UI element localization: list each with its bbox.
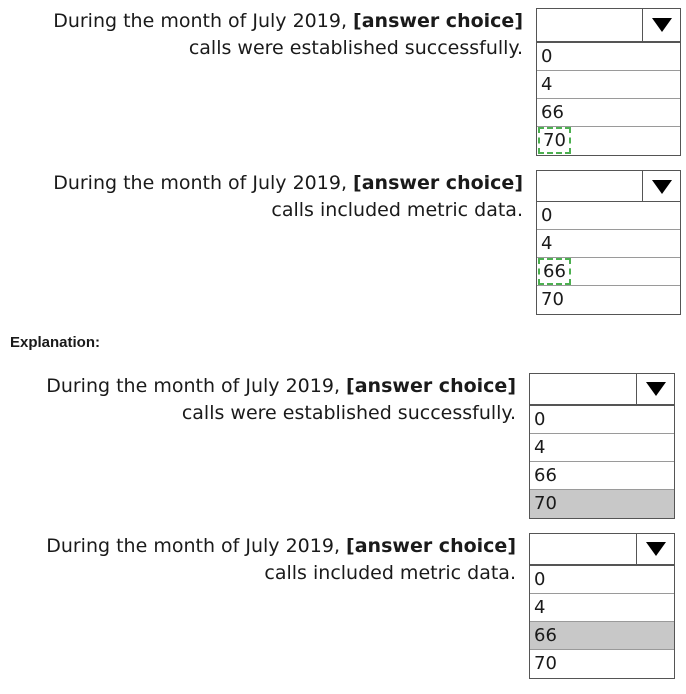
- explanation-dropdown-2[interactable]: [529, 533, 675, 565]
- answer-choice-label: [answer choice]: [353, 172, 523, 194]
- explanation-options-list-1: [529, 405, 675, 519]
- question-prefix: During the month of July 2019,: [53, 172, 347, 194]
- question-suffix: calls included metric data.: [271, 199, 523, 221]
- triangle-down-icon: [646, 542, 666, 556]
- question-prefix: During the month of July 2019,: [53, 10, 347, 32]
- dropdown-selection: [530, 374, 636, 404]
- option-item[interactable]: 70: [534, 653, 557, 674]
- option-item[interactable]: 66: [537, 99, 680, 127]
- option-item-correct[interactable]: 66: [530, 622, 674, 650]
- option-item[interactable]: 0: [537, 43, 680, 71]
- option-item[interactable]: 66: [530, 462, 674, 490]
- answer-dropdown-2[interactable]: [536, 170, 681, 204]
- option-item[interactable]: 4: [537, 71, 680, 99]
- question-suffix: calls included metric data.: [264, 562, 516, 584]
- options-list-1: [536, 42, 681, 156]
- question-2-text: [53, 170, 523, 224]
- question-1-text: [53, 8, 523, 62]
- option-item[interactable]: 0: [530, 566, 674, 594]
- option-item-highlighted[interactable]: 70: [543, 130, 566, 151]
- option-item-highlighted[interactable]: 66: [537, 258, 680, 286]
- explanation-question-1-text: [46, 373, 516, 427]
- dropdown-selection: [537, 9, 642, 41]
- dropdown-arrow-button[interactable]: [642, 171, 680, 203]
- explanation-dropdown-1[interactable]: [529, 373, 675, 405]
- explanation-question-2-text: [46, 533, 516, 587]
- option-item[interactable]: 0: [530, 406, 674, 434]
- question-suffix: calls were established successfully.: [188, 37, 523, 59]
- explanation-heading: Explanation:: [10, 334, 101, 351]
- options-list-2: [536, 201, 681, 315]
- option-item[interactable]: 4: [530, 594, 674, 622]
- option-item[interactable]: 4: [530, 434, 674, 462]
- dropdown-arrow-button[interactable]: [636, 534, 674, 564]
- dropdown-arrow-button[interactable]: [642, 9, 680, 41]
- option-item[interactable]: 70: [541, 289, 564, 310]
- option-item[interactable]: 4: [537, 230, 680, 258]
- triangle-down-icon: [652, 180, 672, 194]
- option-item-correct[interactable]: 70: [530, 490, 674, 518]
- answer-choice-label: [answer choice]: [346, 375, 516, 397]
- triangle-down-icon: [646, 382, 666, 396]
- explanation-options-list-2: [529, 565, 675, 679]
- option-item[interactable]: 0: [537, 202, 680, 230]
- dropdown-arrow-button[interactable]: [636, 374, 674, 404]
- answer-choice-label: [answer choice]: [353, 10, 523, 32]
- dropdown-selection: [537, 171, 642, 203]
- dropdown-selection: [530, 534, 636, 564]
- question-suffix: calls were established successfully.: [181, 402, 516, 424]
- triangle-down-icon: [652, 18, 672, 32]
- answer-dropdown-1[interactable]: [536, 8, 681, 42]
- answer-choice-label: [answer choice]: [346, 535, 516, 557]
- question-prefix: During the month of July 2019,: [46, 375, 340, 397]
- question-prefix: During the month of July 2019,: [46, 535, 340, 557]
